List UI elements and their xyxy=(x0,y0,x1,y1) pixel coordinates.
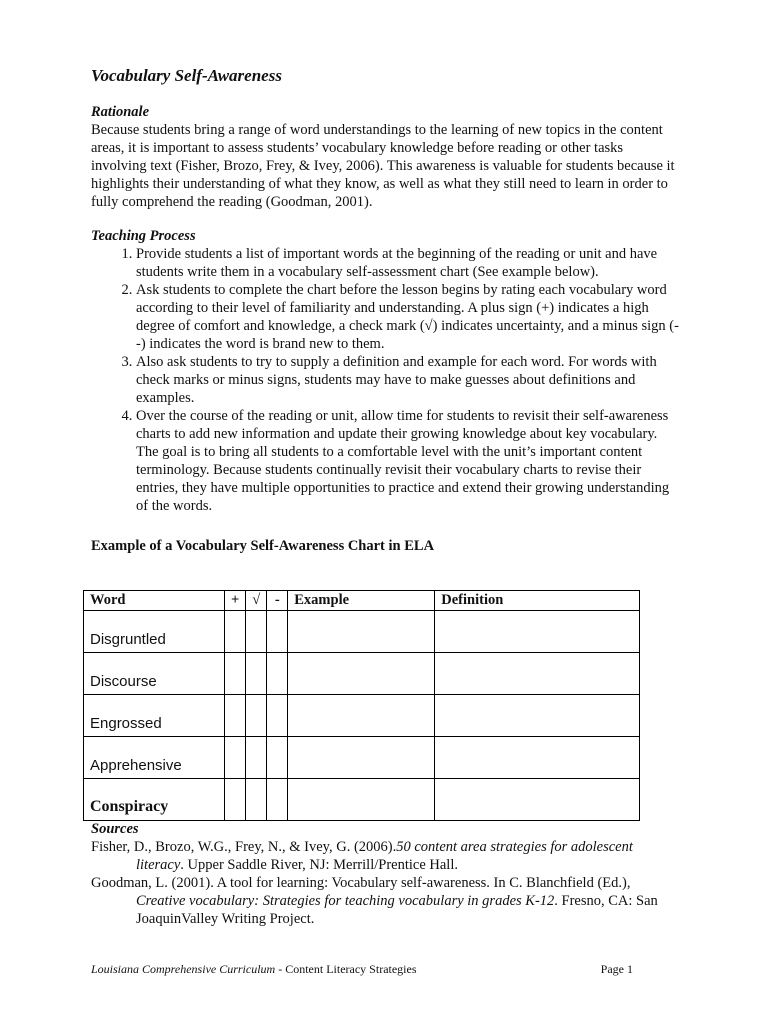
teaching-steps-list xyxy=(91,245,681,515)
page-number: Page 1 xyxy=(600,962,633,976)
minus-cell xyxy=(267,779,288,821)
page-title: Vocabulary Self-Awareness xyxy=(91,66,282,85)
plus-cell xyxy=(225,611,246,653)
teaching-step: 4. Over the course of the reading or unit, allow time for students to revisit their self-awareness charts to add new information and update their growing knowledge about key vocabulary. The goal is to bring all students to a comfortable level with the unit’s important content terminology. Because students continually revisit their vocabulary charts to revise their entries, they have multiple opportunities to practice and extend their growing understanding of the words. xyxy=(136,407,681,515)
teaching-step: 1. Provide students a list of important words at the beginning of the reading or unit and have students write them in a vocabulary self-assessment chart (See example below). xyxy=(136,245,681,281)
plus-cell xyxy=(225,779,246,821)
definition-cell xyxy=(435,611,640,653)
chart-header-row xyxy=(84,591,640,611)
rationale-heading: Rationale xyxy=(91,104,150,120)
example-cell xyxy=(288,737,435,779)
source-text: Goodman, L. (2001). A tool for learning: Vocabulary self-awareness. In C. Blanchfield (Ed.), xyxy=(91,875,631,891)
source-title: Creative vocabulary: Strategies for teaching vocabulary in grades K-12 xyxy=(136,893,555,909)
footer-left xyxy=(91,962,417,977)
word-cell: Discourse xyxy=(84,653,225,695)
definition-cell xyxy=(435,779,640,821)
plus-cell xyxy=(225,695,246,737)
page-footer xyxy=(91,962,633,977)
header-word: Word xyxy=(84,591,225,611)
table-row xyxy=(84,695,640,737)
minus-cell xyxy=(267,695,288,737)
check-cell xyxy=(246,737,267,779)
check-cell xyxy=(246,779,267,821)
header-check: √ xyxy=(246,591,267,611)
table-row xyxy=(84,653,640,695)
source-text: . Fresno, CA: San JoaquinValley Writing Project. xyxy=(136,893,658,927)
check-cell xyxy=(246,695,267,737)
footer-section: - Content Literacy Strategies xyxy=(275,962,417,976)
definition-cell xyxy=(435,653,640,695)
example-cell xyxy=(288,611,435,653)
word-cell: Apprehensive xyxy=(84,737,225,779)
check-cell xyxy=(246,611,267,653)
vocabulary-chart xyxy=(83,590,640,821)
word-cell: Disgruntled xyxy=(84,611,225,653)
minus-cell xyxy=(267,611,288,653)
minus-cell xyxy=(267,737,288,779)
source-text: Fisher, D., Brozo, W.G., Frey, N., & Ivey, G. (2006). xyxy=(91,839,397,855)
example-cell xyxy=(288,653,435,695)
header-plus: + xyxy=(225,591,246,611)
check-cell xyxy=(246,653,267,695)
table-row xyxy=(84,737,640,779)
sources-section xyxy=(91,820,681,928)
teaching-step: 3. Also ask students to try to supply a definition and example for each word. For words with check marks or minus signs, students may have to make guesses about definitions and examples. xyxy=(136,353,681,407)
example-chart-title: Example of a Vocabulary Self-Awareness Chart in ELA xyxy=(91,538,435,554)
sources-heading: Sources xyxy=(91,821,139,837)
header-minus: - xyxy=(267,591,288,611)
table-row xyxy=(84,611,640,653)
source-title: 50 content area strategies for adolescent literacy xyxy=(136,839,633,873)
source-entry xyxy=(91,838,681,874)
definition-cell xyxy=(435,737,640,779)
plus-cell xyxy=(225,737,246,779)
teaching-step: 2. Ask students to complete the chart before the lesson begins by rating each vocabulary word according to their level of familiarity and understanding. A plus sign (+) indicates a high degree of comfort and knowledge, a check mark (√) indicates uncertainty, and a minus sign (--) indicates the word is brand new to them. xyxy=(136,281,681,353)
teaching-process-heading: Teaching Process xyxy=(91,228,196,244)
example-cell xyxy=(288,779,435,821)
rationale-text: Because students bring a range of word understandings to the learning of new topics in the content areas, it is important to assess students’ vocabulary knowledge before reading or other tasks involving text (Fisher, Brozo, Frey, & Ivey, 2006). This awareness is valuable for students because it highlights their understanding of what they know, as well as what they still need to learn in order to fully comprehend the reading (Goodman, 2001). xyxy=(91,122,675,210)
table-row xyxy=(84,779,640,821)
word-cell: Conspiracy xyxy=(84,779,225,821)
definition-cell xyxy=(435,695,640,737)
header-example: Example xyxy=(288,591,435,611)
source-entry xyxy=(91,874,681,928)
plus-cell xyxy=(225,653,246,695)
example-cell xyxy=(288,695,435,737)
minus-cell xyxy=(267,653,288,695)
footer-curriculum: Louisiana Comprehensive Curriculum xyxy=(91,962,276,976)
header-definition: Definition xyxy=(435,591,640,611)
word-cell: Engrossed xyxy=(84,695,225,737)
source-text: . Upper Saddle River, NJ: Merrill/Prentice Hall. xyxy=(180,857,458,873)
document-body xyxy=(91,66,681,555)
